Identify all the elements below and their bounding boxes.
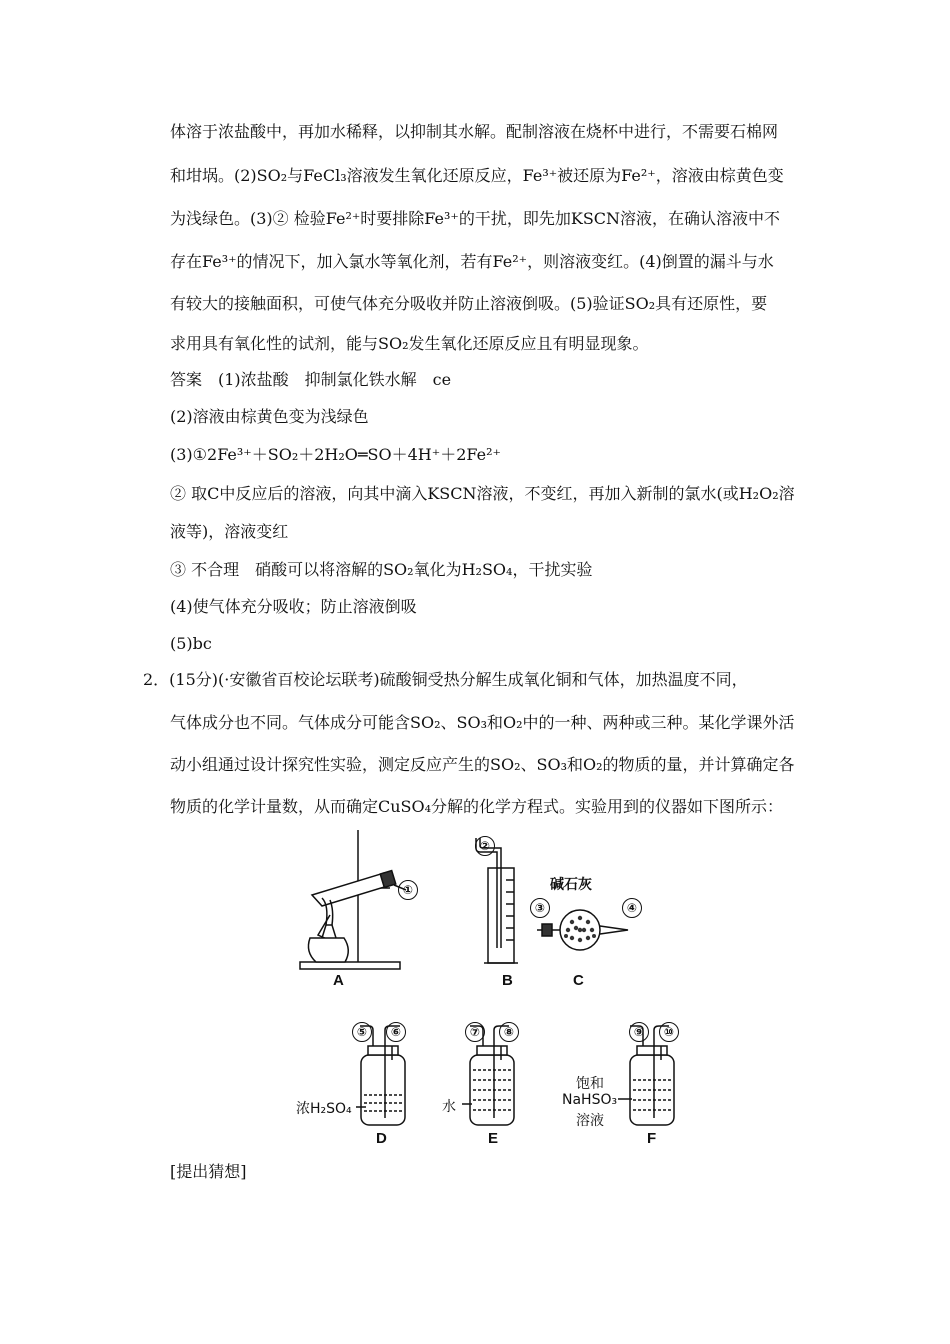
- port-8-label: ⑧: [499, 1022, 519, 1042]
- answer-3-3: ③ 不合理 硝酸可以将溶解的SO₂氧化为H₂SO₄，干扰实验: [170, 560, 593, 579]
- apparatus-label-e: E: [488, 1130, 499, 1147]
- question-2-line-3: 动小组通过设计探究性实验，测定反应产生的SO₂、SO₃和O₂的物质的量，并计算确定各: [170, 755, 795, 774]
- question-2-line-4: 物质的化学计量数，从而确定CuSO₄分解的化学方程式。实验用到的仪器如下图所示：: [170, 797, 784, 816]
- question-2-line-2: 气体成分也不同。气体成分可能含SO₂、SO₃和O₂中的一种、两种或三种。某化学课外活: [170, 713, 795, 732]
- answer-5: (5)bc: [170, 634, 212, 653]
- port-1-label: ①: [398, 880, 418, 900]
- port-6-label: ⑥: [386, 1022, 406, 1042]
- text-line-1: 体溶于浓盐酸中，再加水稀释，以抑制其水解。配制溶液在烧杯中进行，不需要石棉网: [170, 122, 779, 141]
- answer-heading: 答案 (1)浓盐酸 抑制氯化铁水解 ce: [170, 370, 452, 389]
- question-2-line-1: 2．(15分)(·安徽省百校论坛联考)硫酸铜受热分解生成氧化铜和气体，加热温度不同，: [143, 670, 748, 689]
- text-line-6: 求用具有氧化性的试剂，能与SO₂发生氧化还原反应且有明显现象。: [170, 334, 649, 353]
- port-4-label: ④: [622, 898, 642, 918]
- answer-4: (4)使气体充分吸收；防止溶液倒吸: [170, 597, 417, 616]
- reagent-e-label: 水: [442, 1099, 456, 1115]
- text-line-3: 为浅绿色。(3)② 检验Fe²⁺时要排除Fe³⁺的干扰，即先加KSCN溶液，在确认溶液中不: [170, 209, 781, 228]
- apparatus-label-d: D: [376, 1130, 387, 1147]
- port-3-label: ③: [530, 898, 550, 918]
- text-line-2: 和坩埚。(2)SO₂与FeCl₃溶液发生氧化还原反应，Fe³⁺被还原为Fe²⁺，溶液由棕黄色变: [170, 166, 784, 185]
- reagent-d-label: 浓H₂SO₄: [296, 1101, 352, 1117]
- reagent-f-label-3: 溶液: [576, 1113, 604, 1129]
- apparatus-label-c: C: [573, 972, 584, 989]
- text-line-4: 存在Fe³⁺的情况下，加入氯水等氧化剂，若有Fe²⁺，则溶液变红。(4)倒置的漏斗与水: [170, 252, 774, 271]
- reagent-f-label-1: 饱和: [576, 1076, 604, 1092]
- port-10-label: ⑩: [659, 1022, 679, 1042]
- reagent-c-label: 碱石灰: [550, 877, 592, 893]
- port-7-label: ⑦: [465, 1022, 485, 1042]
- apparatus-label-f: F: [647, 1130, 657, 1147]
- propose-hypothesis-heading: [提出猜想]: [170, 1162, 247, 1181]
- answer-3-2-cont: 液等)，溶液变红: [170, 522, 289, 541]
- port-2-label: ②: [475, 836, 495, 856]
- reagent-f-label-2: NaHSO₃: [562, 1092, 618, 1108]
- answer-3-2: ② 取C中反应后的溶液，向其中滴入KSCN溶液，不变红，再加入新制的氯水(或H₂O₂溶: [170, 484, 795, 503]
- port-5-label: ⑤: [352, 1022, 372, 1042]
- apparatus-label-a: A: [333, 972, 344, 989]
- text-line-5: 有较大的接触面积，可使气体充分吸收并防止溶液倒吸。(5)验证SO₂具有还原性，要: [170, 294, 768, 313]
- answer-3-1: (3)①2Fe³⁺＋SO₂＋2H₂O═SO＋4H⁺＋2Fe²⁺: [170, 445, 501, 464]
- apparatus-label-b: B: [502, 972, 513, 989]
- answer-2: (2)溶液由棕黄色变为浅绿色: [170, 407, 369, 426]
- port-9-label: ⑨: [629, 1022, 649, 1042]
